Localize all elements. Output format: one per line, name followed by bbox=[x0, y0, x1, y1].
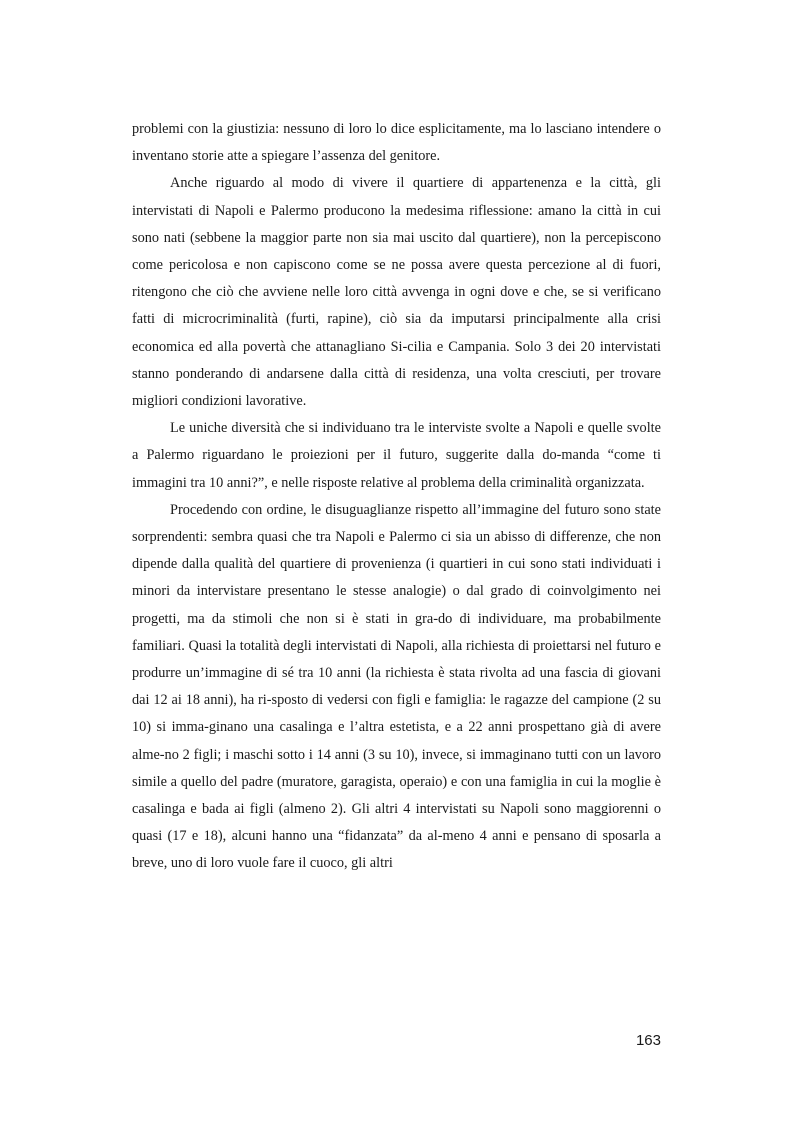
paragraph-1: problemi con la giustizia: nessuno di loro lo dice esplicitamente, ma lo lasciano intendere o inventano storie atte a spiegare l’assenza del genitore. bbox=[132, 121, 661, 165]
body-text bbox=[132, 116, 661, 878]
paragraph-3: Le uniche diversità che si individuano tra le interviste svolte a Napoli e quelle svolte a Palermo riguardano le proiezioni per il futuro, suggerite dalla do-manda “come ti immagini tra 10 anni?”, e nelle risposte relative al problema della criminalità organizzata. bbox=[132, 420, 661, 491]
paragraph-4: Procedendo con ordine, le disuguaglianze rispetto all’immagine del futuro sono state sorprendenti: sembra quasi che tra Napoli e Palermo ci sia un abisso di differenze, che non dipende dalla qualità del quartiere di provenienza (i quartieri in cui sono stati individuati i minori da intervistare presentano le stesse analogie) o dal grado di coinvolgimento nei progetti, ma da stimoli che non si è stati in gra-do di individuare, ma probabilmente familiari. Quasi la totalità degli intervistati di Napoli, alla richiesta di proiettarsi nel futuro e produrre un’immagine di sé tra 10 anni (la richiesta è stata rivolta ad una fascia di giovani dai 12 ai 18 anni), ha ri-sposto di vedersi con figli e famiglia: le ragazze del campione (2 su 10) si imma-ginano una casalinga e l’altra estetista, e a 22 anni prospettano già di avere alme-no 2 figli; i maschi sotto i 14 anni (3 su 10), invece, si immaginano tutti con un lavoro simile a quello del padre (muratore, garagista, operaio) e con una famiglia in cui la moglie è casalinga e bada ai figli (almeno 2). Gli altri 4 intervistati su Napoli sono maggiorenni o quasi (17 e 18), alcuni hanno una “fidanzata” da al-meno 4 anni e pensano di sposarla a breve, uno di loro vuole fare il cuoco, gli altri bbox=[132, 501, 661, 872]
paragraph-2: Anche riguardo al modo di vivere il quartiere di appartenenza e la città, gli intervistati di Napoli e Palermo producono la medesima riflessione: amano la città in cui sono nati (sebbene la maggior parte non sia mai uscito dal quartiere), non la percepiscono come pericolosa e non capiscono come se ne possa avere questa percezione al di fuori, ritengono che ciò che avviene nelle loro città avvenga in ogni dove e che, se si verificano fatti di microcriminalità (furti, rapine), ciò sia da imputarsi principalmente alla crisi economica ed alla povertà che attanagliano Si-cilia e Campania. Solo 3 dei 20 intervistati stanno ponderando di andarsene dalla città di residenza, una volta cresciuti, per trovare migliori condizioni lavorative. bbox=[132, 175, 661, 410]
page-number: 163 bbox=[635, 1032, 661, 1049]
